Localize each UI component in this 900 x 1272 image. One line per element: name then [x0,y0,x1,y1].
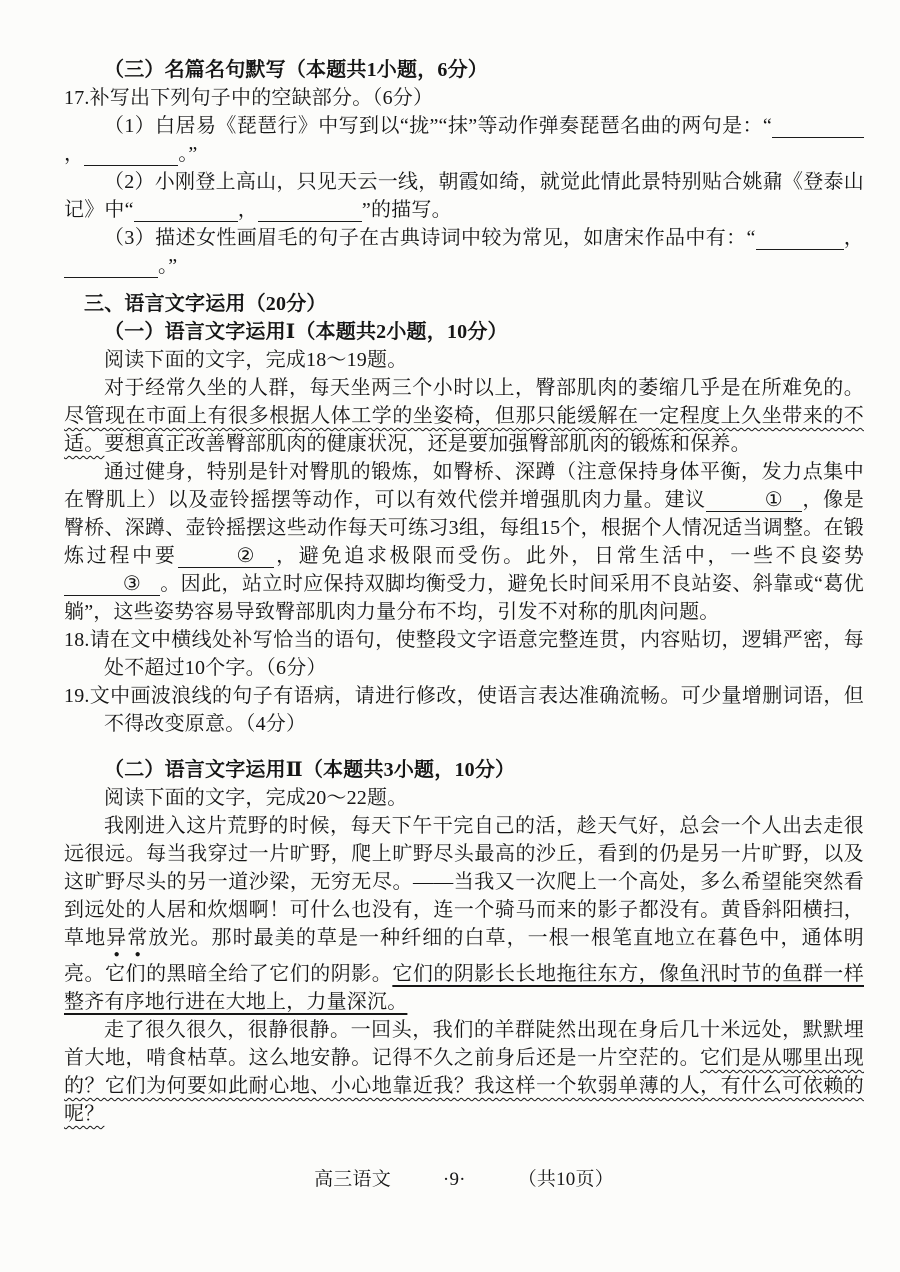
question-18: 18.请在文中横线处补写恰当的语句，使整段文字语意完整连贯，内容贴切，逻辑严密，每处不超过10个字。（6分） [64,629,864,679]
footer-page-number: ·9· [442,1169,466,1190]
wavy-underlined-questions: 它们是从哪里出现的？它们为何要如此耐心地、小心地靠近我？我这样一个软弱单薄的人，有什么可依赖的呢？ [64,1047,865,1125]
answer-blank-1: ① [706,489,802,512]
answer-blank-17-3-b [64,255,158,278]
wavy-underlined-sentence: 尽管现在市面上有很多根据人体工学的坐姿椅，但那只能缓解在一定程度上久坐带来的不适。 [64,405,864,455]
language-part-2 [64,756,864,1128]
passage1-text: 通过健身，特别是针对臀肌的锻炼，如臀桥、深蹲（注意保持身体平衡，发力点集中在臀肌上）以及壶铃摇摆等动作，可以有效代偿并增强肌肉力量。建议 [64,461,864,511]
q17-item2-end: ”的描写。 [361,199,452,221]
page-footer [64,1166,864,1194]
passage1-text: 要想真正改善臀部肌肉的健康状况，还是要加强臀部肌肉的锻炼和保养。 [104,433,751,455]
question-17-item-2 [64,168,864,224]
part1-passage-paragraph-1 [64,374,864,458]
question-17-item-1 [64,112,864,168]
passage1-text: 。因此，站立时应保持双脚均衡受力，避免长时间采用不良站姿、斜靠或“葛优躺”，这些姿势容易导致臀部肌肉力量分布不均，引发不对称的肌肉问题。 [64,573,864,623]
answer-blank-17-1-a [772,115,864,138]
answer-blank-17-2-b [258,199,362,222]
passage2-text: 我刚进入这片荒野的时候，每天下午干完自己的活，趁天气好，总会一个人出去走很远很远。每当我穿过一片旷野，爬上旷野尽头最高的沙丘，看到的仍是另一片旷野，以及这旷野尽头的另一道沙梁，无穷无尽。——当我又一次爬上一个高处，多么希望能突然看到远处的人居和炊烟啊！可什么也没有，连一个骑马而来的影子都没有。黄昏斜阳横扫，草地 [64,815,864,949]
footer-course: 高三语文 [314,1169,391,1190]
part1-intro: 阅读下面的文字，完成18～19题。 [104,349,408,371]
q17-item1-comma: ， [64,143,85,165]
passage2-text: 放光。那时最美的草是一种纤细的白草，一根一根笔直地立在暮色中，通体明亮。它们的黑暗全给了它们的阴影。 [64,927,864,985]
q17-item1-end: 。” [178,143,198,165]
language-heading: 三、语言文字运用（20分） [84,293,327,315]
emphasis-dotted-word: 异常 [106,927,149,949]
page-content [64,56,864,1194]
solid-underlined-sentence: 它们的阴影长长地拖往东方，像鱼汛时节的鱼群一样整齐有序地行进在大地上，力量深沉。 [64,963,864,1013]
question-19: 19.文中画波浪线的句子有语病，请进行修改，使语言表达准确流畅。可少量增删词语，但不得改变原意。（4分） [64,685,864,735]
q17-item3-end: 。” [158,255,178,277]
passage1-text: ，像是臀桥、深蹲、壶铃摇摆这些动作每天可练习3组，每组15个，根据个人情况适当调整。在锻炼过程中要 [64,489,864,567]
answer-blank-17-2-a [134,199,238,222]
footer-total-pages: （共10页） [517,1169,614,1190]
part1-heading: （一）语言文字运用Ⅰ（本题共2小题，10分） [104,321,508,343]
language-part-1 [64,318,864,738]
section-language-use [64,290,864,1128]
part2-intro: 阅读下面的文字，完成20～22题。 [104,787,408,809]
answer-blank-3: ③ [64,573,160,596]
answer-blank-17-3-a [756,227,844,250]
q17-item2-text: （2）小刚登上高山，只见天云一线，朝霞如绮，就觉此情此景特别贴合姚鼐《登泰山记》中“ [64,171,864,221]
passage1-text: 对于经常久坐的人群，每天坐两三个小时以上，臀部肌肉的萎缩几乎是在所难免的。 [104,377,864,399]
section-dictation [64,56,864,280]
answer-blank-17-1-b [84,143,178,166]
part1-passage-paragraph-2 [64,458,864,626]
question-17-stem: 17.补写出下列句子中的空缺部分。（6分） [64,87,434,109]
dictation-heading: （三）名篇名句默写（本题共1小题，6分） [104,59,488,81]
passage2-text: 走了很久很久，很静很静。一回头，我们的羊群陡然出现在身后几十米远处，默默埋首大地，啃食枯草。这么地安静。记得不久之前身后还是一片空茫的。 [64,1019,864,1069]
q17-item3-text: （3）描述女性画眉毛的句子在古典诗词中较为常见，如唐宋作品中有：“ [104,227,756,249]
part2-passage-paragraph-2 [64,1016,864,1128]
passage1-text: ，避免追求极限而受伤。此外，日常生活中，一些不良姿势 [273,545,865,567]
q17-item1-text: （1）白居易《琵琶行》中写到以“拢”“抹”等动作弹奏琵琶名曲的两句是：“ [104,115,772,137]
q17-item3-comma: ， [843,227,865,249]
part2-heading: （二）语言文字运用Ⅱ（本题共3小题，10分） [104,759,516,781]
question-17-item-3 [64,224,864,280]
part2-passage-paragraph-1 [64,812,864,1016]
answer-blank-2: ② [178,545,274,568]
q17-item2-comma: ， [237,199,258,221]
